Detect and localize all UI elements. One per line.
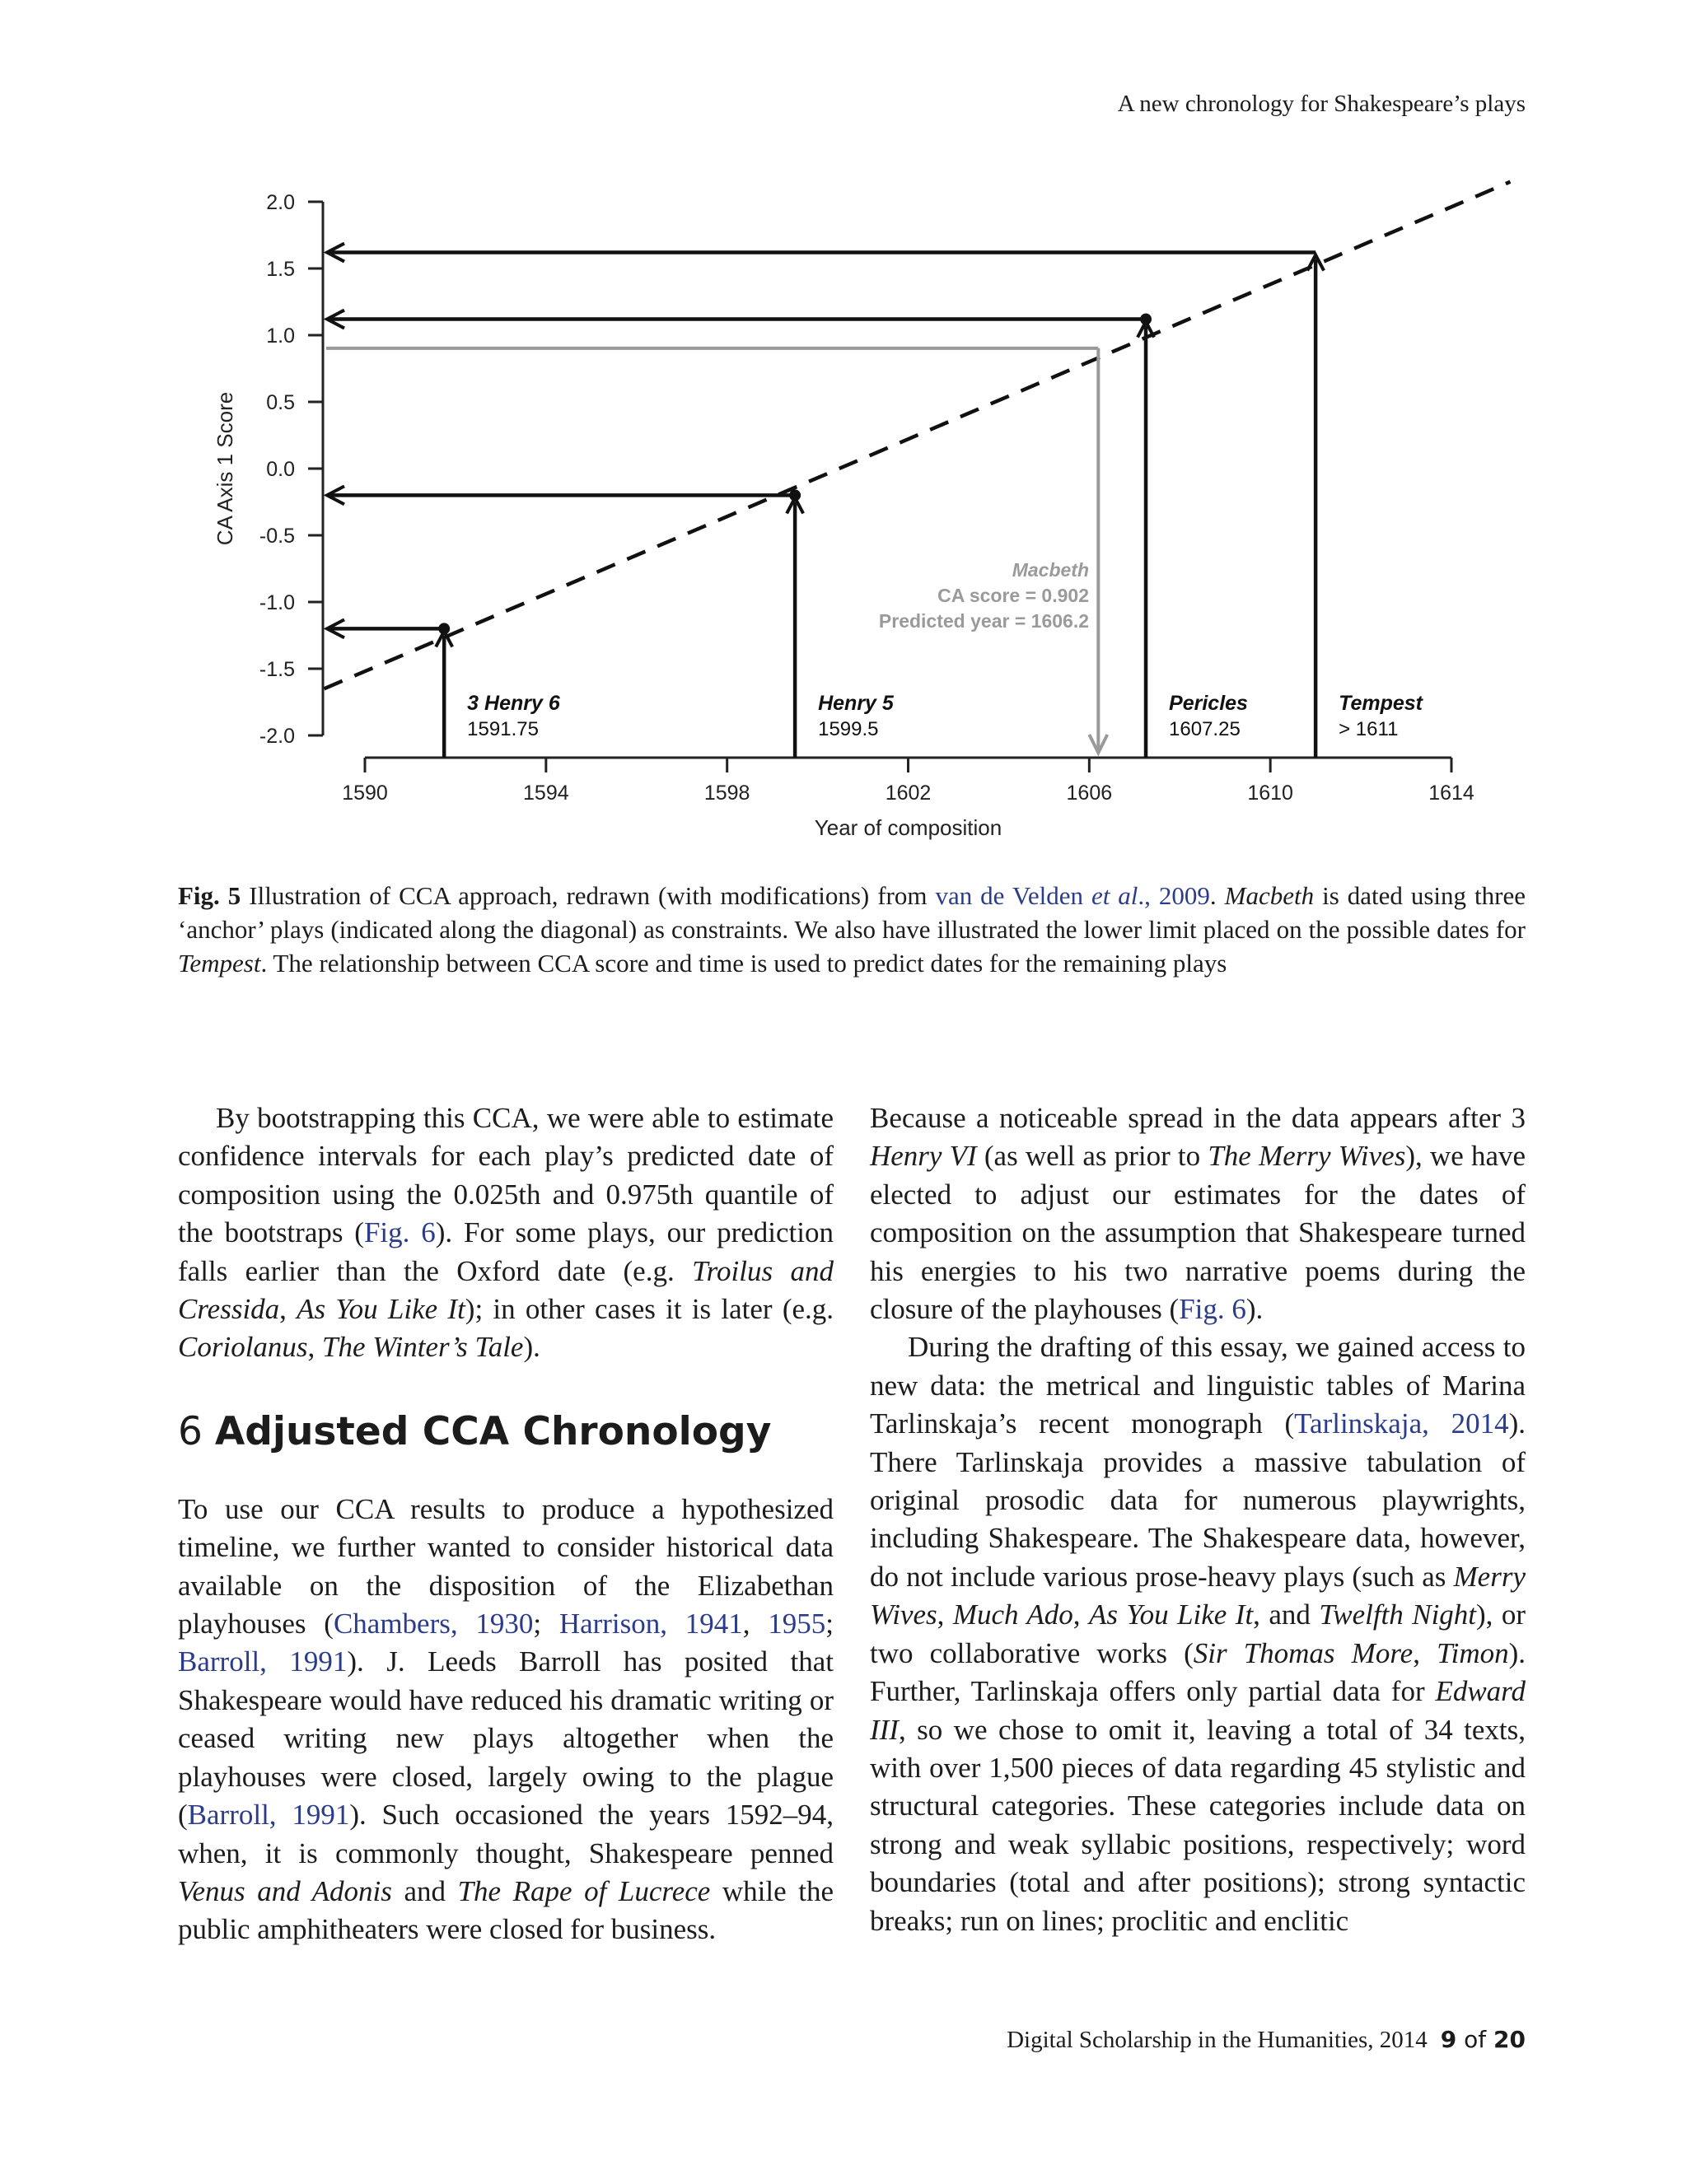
y-tick-label: -1.5 <box>259 658 295 681</box>
x-tick-label: 1590 <box>342 782 388 805</box>
x-tick-label: 1610 <box>1247 782 1293 805</box>
section-number: 6 <box>178 1408 215 1454</box>
citation-link[interactable] <box>935 881 1209 910</box>
running-head: A new chronology for Shakespeare’s plays <box>1117 91 1526 117</box>
prediction-name-label: Macbeth <box>1012 559 1089 581</box>
italic-title: The Rape of Lucrece <box>457 1874 711 1907</box>
text: ). <box>1245 1293 1264 1326</box>
figure-label: Fig. 5 <box>178 881 241 910</box>
text: Because a noticeable spread in the data appears after 3 <box>870 1102 1526 1134</box>
chart-axes <box>213 191 1474 840</box>
anchor-year-label: 1591.75 <box>467 718 539 740</box>
chart-labels-group <box>467 559 1424 740</box>
text: , and <box>1253 1598 1320 1631</box>
prediction-score-label: CA score = 0.902 <box>937 585 1089 606</box>
left-column <box>178 1099 834 1949</box>
text: while the public amphitheaters were closed for business. <box>178 1874 834 1946</box>
anchor-name-label: Henry 5 <box>818 692 894 715</box>
paragraph <box>178 1491 834 1949</box>
italic-title: The Winter’s Tale <box>322 1331 524 1364</box>
section-title: Adjusted CCA Chronology <box>214 1408 772 1454</box>
italic-title: As You Like It <box>297 1293 465 1326</box>
text: , <box>1072 1598 1089 1631</box>
citation-link[interactable]: Barroll, 1991 <box>178 1645 348 1678</box>
text: , <box>742 1608 769 1640</box>
figure-caption <box>178 879 1526 980</box>
text: , <box>1413 1636 1437 1669</box>
italic-title: Timon <box>1437 1636 1509 1669</box>
page-number: 9 of 20 <box>1440 2026 1526 2053</box>
page-footer <box>824 2026 1526 2054</box>
y-tick-label: -2.0 <box>259 725 295 748</box>
y-tick-label: 1.0 <box>266 324 295 348</box>
anchor-year-label: 1599.5 <box>818 718 879 740</box>
anchor-year-label: 1607.25 <box>1169 718 1241 740</box>
text: , <box>307 1331 323 1364</box>
paragraph <box>870 1328 1526 1940</box>
y-tick-label: 2.0 <box>266 191 295 214</box>
citation-year: ., 2009 <box>1138 881 1210 910</box>
text: ; <box>825 1608 834 1640</box>
text: , <box>279 1293 297 1326</box>
italic-title: Henry VI <box>870 1140 977 1173</box>
caption-text: . <box>1209 881 1225 910</box>
italic-title: Merry Wives <box>870 1560 1526 1631</box>
anchor-year-label: > 1611 <box>1339 718 1399 740</box>
right-column <box>870 1099 1526 1940</box>
text: ). Further, Tarlinskaja offers only partial data for <box>870 1636 1526 1708</box>
figure-5-chart <box>0 0 1687 848</box>
text: ; <box>533 1608 559 1640</box>
text: ), we have elected to adjust our estimates for the dates of composition on the assumption that Shakespeare turned his energies to his two narrative poems during the closure of the playhouses ( <box>870 1140 1526 1326</box>
anchor-guides-group <box>326 244 1324 758</box>
text: To use our CCA results to produce a hypothesized timeline, we further wanted to consider historical data available on the disposition of the Elizabethan playhouses ( <box>178 1492 834 1640</box>
text: ). <box>523 1331 540 1364</box>
text: ). Such occasioned the years 1592–94, when, it is commonly thought, Shakespeare penned <box>178 1799 834 1869</box>
anchor-name-label: Tempest <box>1339 692 1423 715</box>
citation-link[interactable]: 1955 <box>768 1608 826 1640</box>
italic-title: Sir Thomas More <box>1193 1636 1414 1669</box>
x-tick-label: 1602 <box>885 782 932 805</box>
y-tick-label: 1.5 <box>266 258 295 281</box>
italic-title: Edward III <box>870 1675 1526 1746</box>
anchor-name-label: Pericles <box>1169 692 1248 715</box>
anchor-name-label: 3 Henry 6 <box>467 692 560 715</box>
citation-link[interactable]: Barroll, 1991 <box>187 1799 350 1832</box>
x-tick-label: 1594 <box>523 782 569 805</box>
caption-italic: Tempest <box>178 949 261 978</box>
citation-link[interactable]: Harrison, 1941 <box>558 1608 743 1640</box>
citation-link[interactable]: Chambers, 1930 <box>333 1608 534 1640</box>
x-tick-label: 1598 <box>703 782 750 805</box>
text: , <box>937 1598 953 1631</box>
text: ), or two collaborative works ( <box>870 1598 1526 1669</box>
text: (as well as prior to <box>976 1140 1208 1173</box>
paragraph <box>870 1099 1526 1328</box>
italic-title: Coriolanus <box>178 1331 308 1364</box>
italic-title: Venus and Adonis <box>178 1874 392 1907</box>
figure-link[interactable]: Fig. 6 <box>363 1216 436 1249</box>
citation-etal: et al <box>1091 881 1138 910</box>
text: ); in other cases it is later (e.g. <box>465 1293 834 1326</box>
text: ). J. Leeds Barroll has posited that Shakespeare would have reduced his dramatic writing or ceased writing new plays altogether when the playhouses were closed, largely owing to the plague ( <box>178 1645 834 1832</box>
anchor-point <box>1140 314 1152 325</box>
anchor-point <box>438 623 450 634</box>
citation-author: van de Velden <box>935 881 1091 910</box>
text: ). For some plays, our prediction falls earlier than the Oxford date (e.g. <box>178 1216 834 1287</box>
y-tick-label: -1.0 <box>259 591 295 614</box>
italic-title: Much Ado <box>952 1598 1073 1631</box>
anchor-point <box>789 489 801 501</box>
citation-link[interactable]: Tarlinskaja, 2014 <box>1294 1407 1509 1440</box>
caption-italic: Macbeth <box>1224 881 1315 910</box>
x-tick-label: 1614 <box>1428 782 1474 805</box>
italic-title: Twelfth Night <box>1319 1598 1477 1631</box>
journal-name: Digital Scholarship in the Humanities, 2014 <box>1007 2027 1428 2053</box>
y-axis-label: CA Axis 1 Score <box>213 391 237 546</box>
text: By bootstrapping this CCA, we were able to estimate confidence intervals for each play’s predicted date of composition using the 0.025th and 0.975th quantile of the bootstraps ( <box>178 1102 834 1249</box>
x-tick-label: 1606 <box>1066 782 1113 805</box>
caption-text: Illustration of CCA approach, redrawn (with modifications) from <box>241 881 936 910</box>
text: ). There Tarlinskaja provides a massive tabulation of original prosodic data for numerous playwrights, including Shakespeare. The Shakespeare data, however, do not include various prose-heavy plays (such as <box>870 1407 1526 1593</box>
italic-title: Troilus and Cressida <box>178 1254 834 1326</box>
y-tick-label: 0.0 <box>266 458 295 481</box>
section-heading <box>178 1405 834 1459</box>
caption-text: is dated using three ‘anchor’ plays (indicated along the diagonal) as constraints. We also have illustrated the lower limit placed on the possible dates for <box>178 881 1526 944</box>
text: During the drafting of this essay, we gained access to new data: the metrical and linguistic tables of Marina Tarlinskaja’s recent monograph ( <box>870 1331 1526 1440</box>
text: , so we chose to omit it, leaving a total of 34 texts, with over 1,500 pieces of data regarding 45 stylistic and structural categories. These categories include data on strong and weak syllabic positions, respectively; word boundaries (total and after positions); strong syntactic breaks; run on lines; proclitic and enclitic <box>870 1713 1526 1937</box>
text: and <box>391 1874 458 1907</box>
italic-title: As You Like It <box>1088 1598 1254 1631</box>
x-axis-label: Year of composition <box>814 815 1002 840</box>
y-tick-label: 0.5 <box>266 391 295 414</box>
caption-text: . The relationship between CCA score and time is used to predict dates for the remaining plays <box>260 949 1227 978</box>
y-tick-label: -0.5 <box>259 525 295 548</box>
prediction-year-label: Predicted year = 1606.2 <box>878 610 1089 632</box>
figure-link[interactable]: Fig. 6 <box>1179 1293 1246 1326</box>
paragraph <box>178 1099 834 1367</box>
italic-title: The Merry Wives <box>1208 1140 1406 1173</box>
